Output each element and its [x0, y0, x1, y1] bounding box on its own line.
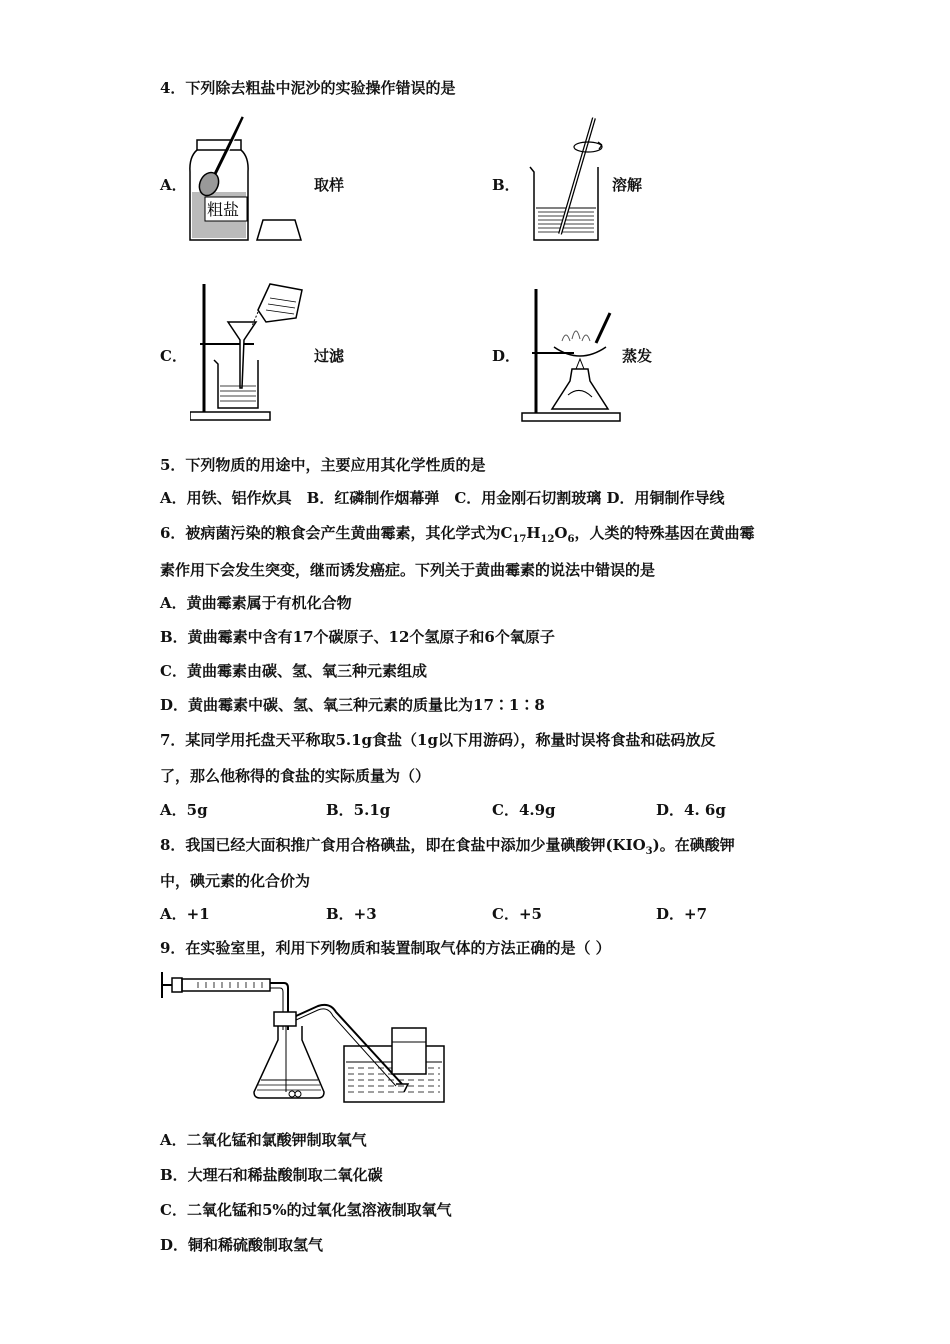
dissolving-figure	[520, 112, 610, 247]
q7-stem-line-2: 了，那么他称得的食盐的实际质量为（）	[160, 767, 431, 785]
q6-option-b: B．黄曲霉素中含有17个碳原子、12个氢原子和6个氧原子	[160, 628, 555, 646]
q6-stem-line-2: 素作用下会发生突变，继而诱发癌症。下列关于黄曲霉素的说法中错误的是	[160, 561, 656, 579]
q9-option-d: D．铜和稀硫酸制取氢气	[160, 1236, 324, 1254]
q8-stem-line-2: 中，碘元素的化合价为	[160, 872, 311, 890]
q6-option-a: A．黄曲霉素属于有机化合物	[160, 594, 352, 612]
q5-options: A．用铁、铝作炊具 B．红磷制作烟幕弹 C．用金刚石切割玻璃 D．用铜制作导线	[160, 489, 725, 507]
q6-option-c: C．黄曲霉素由碳、氢、氧三种元素组成	[160, 662, 427, 680]
evaporation-figure	[518, 285, 628, 425]
q5-stem: 5．下列物质的用途中，主要应用其化学性质的是	[160, 456, 486, 474]
q7-option-c: C．4.9g	[492, 801, 556, 819]
q4-option-c-letter: C．	[160, 347, 187, 365]
q4-stem: 4．下列除去粗盐中泥沙的实验操作错误的是	[160, 79, 456, 97]
filtering-figure	[190, 278, 310, 423]
q4-option-a-letter: A．	[160, 176, 187, 194]
q4-option-a-label: 取样	[314, 176, 345, 194]
gas-apparatus-figure	[158, 968, 458, 1108]
q4-option-d-label: 蒸发	[622, 347, 653, 365]
q9-stem: 9．在实验室里，利用下列物质和装置制取气体的方法正确的是（ ）	[160, 939, 611, 957]
q6-stem-line-1: 6．被病菌污染的粮食会产生黄曲霉素，其化学式为$C_{17}H_{12}O_6$，人类的特殊基因在黄曲霉	[160, 524, 755, 545]
q6-option-d: D．黄曲霉素中碳、氢、氧三种元素的质量比为17∶1∶8	[160, 696, 545, 714]
q4-option-c-label: 过滤	[314, 347, 345, 365]
q9-option-a: A．二氧化锰和氯酸钾制取氧气	[160, 1131, 367, 1149]
q7-option-b: B．5.1g	[326, 801, 391, 819]
q4-option-b-label: 溶解	[612, 176, 643, 194]
q4-option-b-letter: B．	[492, 176, 520, 194]
q8-stem-line-1: 8．我国已经大面积推广食用合格碘盐，即在食盐中添加少量碘酸钾$(KIO_3)$。在碘酸钾	[160, 836, 735, 857]
q8-option-c: C．+5	[492, 905, 542, 923]
q9-option-c: C．二氧化锰和5%的过氧化氢溶液制取氧气	[160, 1201, 452, 1219]
q4-option-d-letter: D．	[492, 347, 521, 365]
q7-option-d: D．4. 6g	[656, 801, 726, 819]
q8-option-a: A．+1	[160, 905, 210, 923]
q8-option-d: D．+7	[656, 905, 708, 923]
sampling-figure	[185, 112, 310, 247]
jar-label: 粗盐	[207, 200, 240, 219]
q8-option-b: B．+3	[326, 905, 377, 923]
q7-stem-line-1: 7．某同学用托盘天平称取5.1g食盐（1g以下用游码），称量时误将食盐和砝码放反	[160, 731, 716, 749]
q7-option-a: A．5g	[160, 801, 208, 819]
q9-option-b: B．大理石和稀盐酸制取二氧化碳	[160, 1166, 383, 1184]
